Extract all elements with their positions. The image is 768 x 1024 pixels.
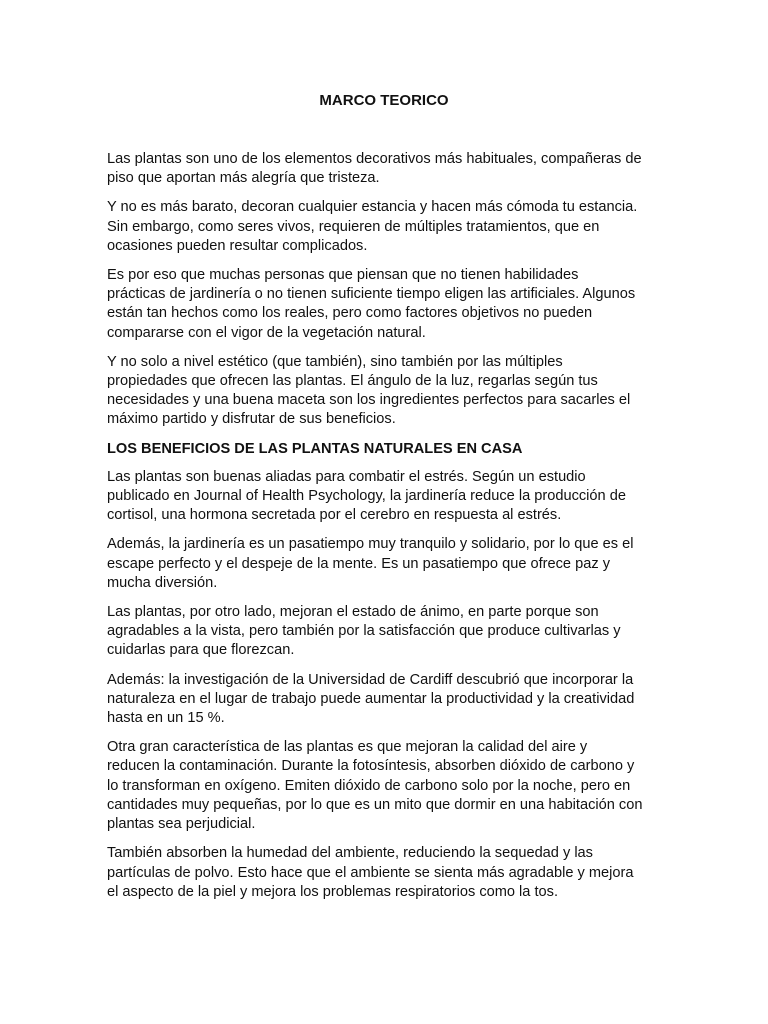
paragraph: Otra gran característica de las plantas es que mejoran la calidad del aire y reducen la contaminación. Durante la fotosíntesis, absorben dióxido de carbono y lo transforman en oxígeno. Emiten dióxido de carbono solo por la noche, pero en cantidades muy pequeñas, por lo que es un mito que dormir en una habitación con plantas sea perjudicial. [107,739,643,833]
paragraph: Y no es más barato, decoran cualquier estancia y hacen más cómoda tu estancia. Sin embargo, como seres vivos, requieren de múltiples tratamientos, que en ocasiones pueden resultar complicados. [107,199,638,254]
paragraph: Las plantas, por otro lado, mejoran el estado de ánimo, en parte porque son agradables a la vista, pero también por la satisfacción que produce cultivarlas y cuidarlas para que florezcan. [107,604,621,659]
paragraph: Es por eso que muchas personas que piensan que no tienen habilidades prácticas de jardinería o no tienen suficiente tiempo eligen las artificiales. Algunos están tan hechos como los reales, pero como factores objetivos no pueden compararse con el vigor de la vegetación natural. [107,267,636,341]
paragraph: También absorben la humedad del ambiente, reduciendo la sequedad y las partículas de polvo. Esto hace que el ambiente se sienta más agradable y mejora el aspecto de la piel y mejora los problemas respiratorios como la tos. [107,845,634,900]
document-body [107,150,667,912]
document-title: MARCO TEORICO [319,92,449,109]
paragraph: Las plantas son buenas aliadas para combatir el estrés. Según un estudio publicado en Journal of Health Psychology, la jardinería reduce la producción de cortisol, una hormona secretada por el cerebro en respuesta al estrés. [107,468,626,524]
paragraph: Además: la investigación de la Universidad de Cardiff descubrió que incorporar la naturaleza en el lugar de trabajo puede aumentar la productividad y la creatividad hasta en un 15 %. [107,671,635,727]
paragraph: Y no solo a nivel estético (que también), sino también por las múltiples propiedades que ofrecen las plantas. El ángulo de la luz, regarlas según tus necesidades y una buena maceta son los ingredientes perfectos para sacarles el máximo partido y disfrutar de sus beneficios. [107,353,631,428]
paragraph: Además, la jardinería es un pasatiempo muy tranquilo y solidario, por lo que es el escape perfecto y el despeje de la mente. Es un pasatiempo que ofrece paz y mucha diversión. [107,536,634,591]
paragraph: Las plantas son uno de los elementos decorativos más habituales, compañeras de piso que aportan más alegría que tristeza. [107,151,642,187]
section-heading: LOS BENEFICIOS DE LAS PLANTAS NATURALES EN CASA [107,440,523,457]
